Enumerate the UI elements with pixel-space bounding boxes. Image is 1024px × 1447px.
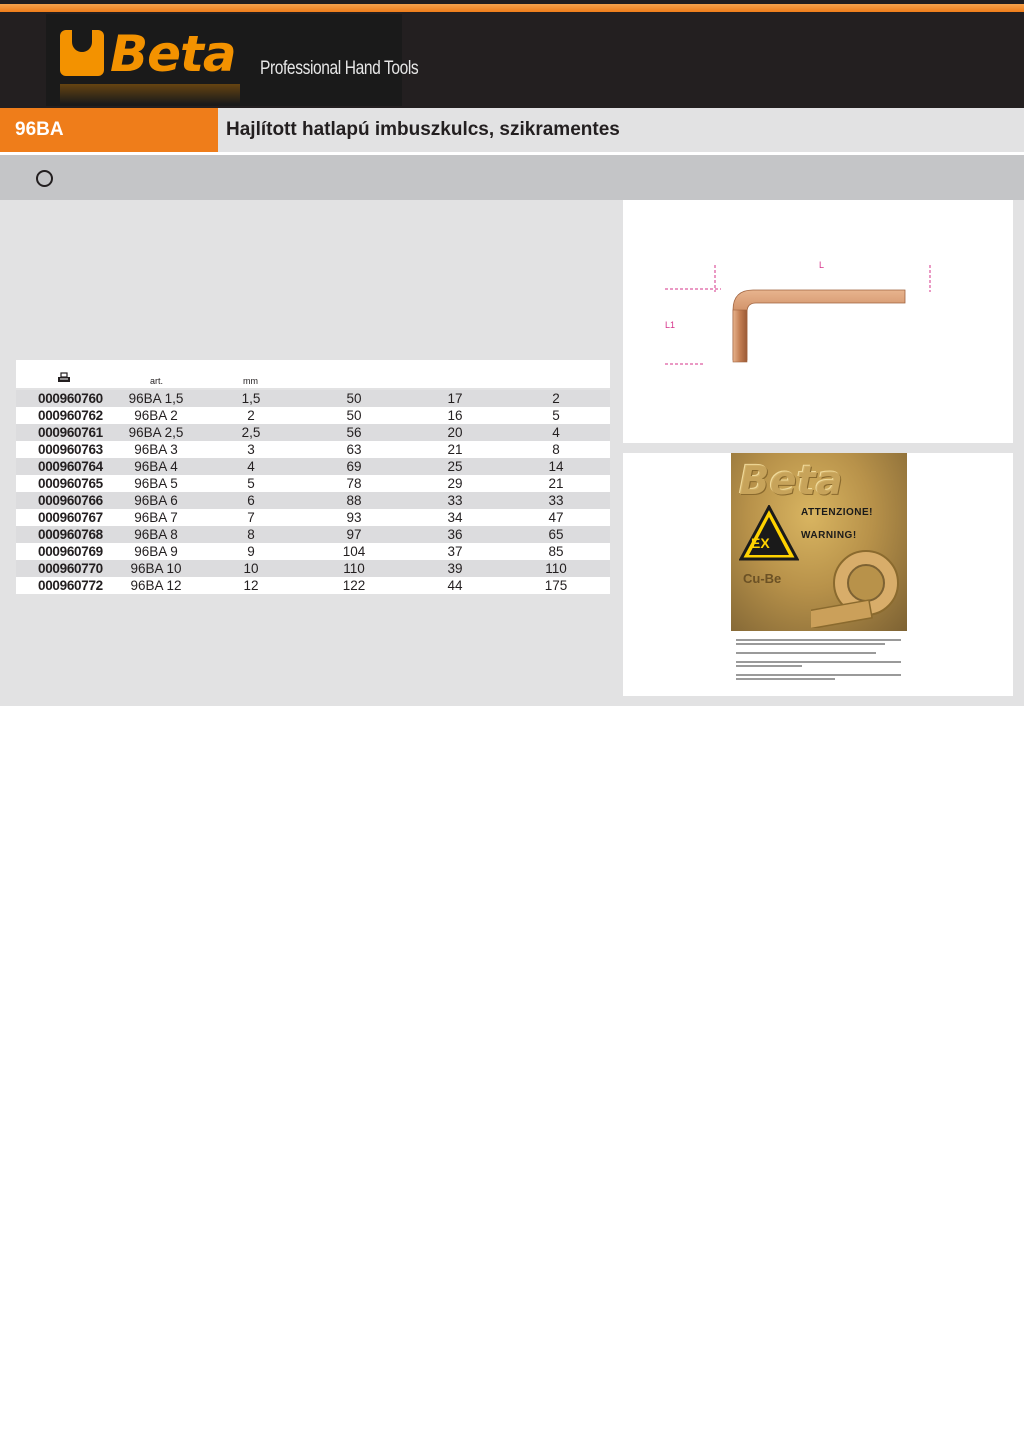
length-l-cell: 97 [346, 527, 362, 542]
product-code-box [0, 108, 218, 152]
warning-card-box [623, 453, 1013, 696]
attention-label: ATTENZIONE! [801, 507, 873, 518]
weight-cell: 110 [545, 561, 567, 576]
article-number-cell: 000960763 [38, 442, 103, 457]
article-number-cell: 000960762 [38, 408, 103, 423]
beta-logo [46, 14, 419, 106]
article-number-cell: 000960760 [38, 391, 103, 406]
article-code-cell: 96BA 5 [134, 476, 178, 491]
weight-cell: 5 [552, 408, 560, 423]
length-l-cell: 78 [346, 476, 362, 491]
table-row [16, 390, 610, 407]
product-code: 96BA [15, 119, 64, 140]
dimension-l-label: L [819, 260, 825, 270]
table-row [16, 509, 610, 526]
table-row [16, 492, 610, 509]
size-mm-cell: 10 [243, 561, 259, 576]
ring-wrench-icon [811, 548, 907, 628]
hex-socket-icon [36, 170, 53, 187]
article-code-cell: 96BA 4 [134, 459, 178, 474]
weight-cell: 65 [548, 527, 564, 542]
size-mm-cell: 2 [247, 408, 255, 423]
warning-label: WARNING! [801, 530, 857, 541]
ex-label: EX [751, 535, 770, 551]
header-art: art. [150, 376, 164, 386]
weight-cell: 47 [548, 510, 564, 525]
size-mm-cell: 7 [247, 510, 255, 525]
size-mm-cell: 3 [247, 442, 255, 457]
article-number-cell: 000960766 [38, 493, 103, 508]
length-l1-cell: 44 [447, 578, 463, 593]
size-mm-cell: 1,5 [241, 391, 261, 406]
size-mm-cell: 6 [247, 493, 255, 508]
table-row [16, 577, 610, 594]
article-code-cell: 96BA 2,5 [128, 425, 184, 440]
size-mm-cell: 2,5 [241, 425, 261, 440]
length-l-cell: 50 [346, 391, 362, 406]
article-number-cell: 000960770 [38, 561, 103, 576]
ex-warning-triangle-icon [739, 505, 799, 561]
orange-accent-line [0, 4, 1024, 12]
table-row [16, 441, 610, 458]
length-l1-cell: 36 [447, 527, 463, 542]
length-l-cell: 122 [342, 578, 366, 593]
weight-cell: 4 [552, 425, 560, 440]
length-l1-cell: 37 [447, 544, 463, 559]
product-title: Hajlított hatlapú imbuszkulcs, szikramentes [226, 119, 620, 140]
length-l-cell: 63 [346, 442, 362, 457]
weight-cell: 33 [548, 493, 564, 508]
header-mm: mm [243, 376, 258, 386]
brand-name: Beta [110, 25, 236, 83]
article-number-cell: 000960769 [38, 544, 103, 559]
article-code-cell: 96BA 2 [134, 408, 178, 423]
length-l-cell: 69 [346, 459, 362, 474]
table-row [16, 475, 610, 492]
article-number-cell: 000960767 [38, 510, 103, 525]
length-l1-cell: 39 [447, 561, 463, 576]
length-l1-cell: 25 [447, 459, 463, 474]
weight-cell: 2 [552, 391, 560, 406]
length-l1-cell: 16 [447, 408, 463, 423]
article-number-cell: 000960764 [38, 459, 103, 474]
size-mm-cell: 9 [247, 544, 255, 559]
feature-icon-row [0, 155, 1024, 200]
material-label: Cu-Be [743, 571, 782, 586]
spec-table [16, 360, 610, 594]
article-code-cell: 96BA 8 [134, 527, 178, 542]
brand-tagline: Professional Hand Tools [260, 58, 419, 79]
table-header [16, 360, 610, 388]
size-mm-cell: 8 [247, 527, 255, 542]
top-banner [0, 0, 1024, 108]
article-number-cell: 000960761 [38, 425, 103, 440]
size-mm-cell: 4 [247, 459, 255, 474]
size-mm-cell: 5 [247, 476, 255, 491]
weight-cell: 85 [548, 544, 564, 559]
article-code-cell: 96BA 6 [134, 493, 178, 508]
length-l1-cell: 33 [447, 493, 463, 508]
dimension-l1-label: L1 [665, 320, 676, 330]
table-row [16, 543, 610, 560]
hex-key-drawing [623, 200, 1013, 443]
length-l1-cell: 29 [447, 476, 463, 491]
article-code-cell: 96BA 7 [134, 510, 178, 525]
weight-cell: 175 [544, 578, 568, 593]
table-row [16, 526, 610, 543]
article-code-cell: 96BA 9 [134, 544, 178, 559]
article-code-cell: 96BA 3 [134, 442, 178, 457]
length-l1-cell: 34 [447, 510, 463, 525]
length-l-cell: 110 [343, 561, 365, 576]
weight-cell: 14 [548, 459, 564, 474]
table-row [16, 407, 610, 424]
table-row [16, 424, 610, 441]
warning-card-brand: Beta [739, 458, 843, 504]
package-icon [57, 372, 71, 383]
article-number-cell: 000960768 [38, 527, 103, 542]
article-code-cell: 96BA 12 [130, 578, 182, 593]
length-l-cell: 50 [346, 408, 362, 423]
article-code-cell: 96BA 10 [130, 561, 182, 576]
tool-diagram [623, 200, 1013, 443]
weight-cell: 8 [552, 442, 560, 457]
article-code-cell: 96BA 1,5 [128, 391, 184, 406]
warning-fine-print [736, 639, 901, 682]
logo-reflection [60, 84, 240, 104]
article-number-cell: 000960772 [38, 578, 103, 593]
wrench-logo-icon [60, 30, 104, 76]
length-l-cell: 104 [342, 544, 366, 559]
content-panel [0, 200, 1024, 706]
length-l-cell: 56 [346, 425, 362, 440]
length-l-cell: 88 [346, 493, 362, 508]
length-l1-cell: 17 [447, 391, 463, 406]
product-title-row [0, 108, 1024, 152]
table-row [16, 458, 610, 475]
length-l1-cell: 20 [447, 425, 463, 440]
size-mm-cell: 12 [243, 578, 259, 593]
table-row [16, 560, 610, 577]
warning-card-image [731, 453, 907, 631]
article-number-cell: 000960765 [38, 476, 103, 491]
length-l1-cell: 21 [447, 442, 463, 457]
length-l-cell: 93 [346, 510, 362, 525]
weight-cell: 21 [548, 476, 564, 491]
